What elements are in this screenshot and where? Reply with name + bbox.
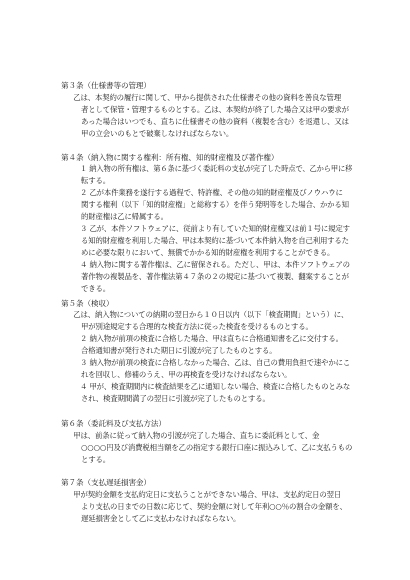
article-line: され、検査期間満了の翌日に引渡が完了したものとする。 [81,394,270,403]
article-line: 遅延損害金として乙に支払わなければならない。 [81,514,241,523]
article-line: 甲が別途規定する合理的な検査方法に従った検査を受けるものとする。 [81,322,313,331]
article-line: ４ 甲が、検査期間内に検査結果を乙に通知しない場合、検査に合格したものとみな [80,382,351,391]
article-heading: 第７条（支払遅延損害金） [61,478,151,487]
article-line: ３ 乙が、本件ソフトウェアに、従前より有していた知的財産権又は前１号に規定す [80,224,350,233]
article-line: 合格通知書が発行された期日に引渡が完了したものとする。 [81,346,277,355]
article-line: ３ 納入物が前項の検査に合格しなかった場合、乙は、自己の費用負担で速やかにこ [80,358,351,367]
article-line: より支払の日までの日数に応じて、契約金額に対して年利○○％の割合の金額を、 [81,502,347,511]
article-line: とする。 [81,455,110,464]
article-line: る知的財産権を利用した場合、甲は本契約に基づいて本件納入物を自己利用するた [81,236,349,245]
article-heading: 第６条（委託料及び支払方法） [61,419,166,428]
article-line: ２ 納入物が前項の検査に合格した場合、甲は直ちに合格通知書を乙に交付する。 [80,334,343,343]
article-line: ４ 納入物に関する著作権は、乙に留保される。ただし、甲は、本件ソフトウェアの [80,260,350,269]
article-line: ○○○○円及び消費税相当額を乙の指定する銀行口座に振込みして、乙に支払うもの [81,443,353,452]
article-line: 的財産権は乙に帰属する。 [81,212,168,221]
article-line: できる。 [81,284,110,293]
article-line: あった場合はいつでも、直ちに仕様書その他の資料（複製を含む）を返還し、又は [81,117,349,126]
article-line: 甲が契約金額を支払約定日に支払うことができない場合、甲は、支払約定日の翌日 [66,490,342,499]
article-line: れを回収し、修補のうえ、甲の再検査を受けなければならない。 [81,370,292,379]
article-line: ２ 乙が本件業務を遂行する過程で、特許権、その他の知的財産権及びノウハウに [80,188,343,197]
article-line: 乙は、本契約の履行に関して、甲から提供された仕様書その他の資料を善良な管理 [66,93,342,102]
article-line: 著作物の複製品を、著作権法第４７条の２の規定に基づいて複製、翻案することが [81,272,349,281]
article-line: 甲の立会いのもとで破棄しなければならない。 [81,129,234,138]
article-line: 乙は、納入物についての納期の翌日から１０日以内（以下「検査期間」という）に、 [66,310,349,319]
article-line: 者として保管・管理するものとする。乙は、本契約が終了した場合又は甲の要求が [81,105,349,114]
article-heading: 第３条（仕様書等の管理） [61,81,151,90]
article-line: めに必要な限りにおいて、無償でかかる知的財産権を利用することができる。 [81,248,335,257]
article-line: 転する。 [81,176,110,185]
article-line: 甲は、前条に従って納入物の引渡が完了した場合、直ちに委託料として、金 [66,431,320,440]
article-heading: 第４条（納入物に関する権利：所有権、知的財産権及び著作権） [61,153,279,162]
article-line: 関する権利（以下「知的財産権」と総称する）を伴う発明等をした場合、かかる知 [81,200,349,209]
article-line: １ 納入物の所有権は、第６条に基づく委託料の支払が完了した時点で、乙から甲に移 [80,164,353,173]
article-heading: 第５条（検収） [61,299,114,308]
